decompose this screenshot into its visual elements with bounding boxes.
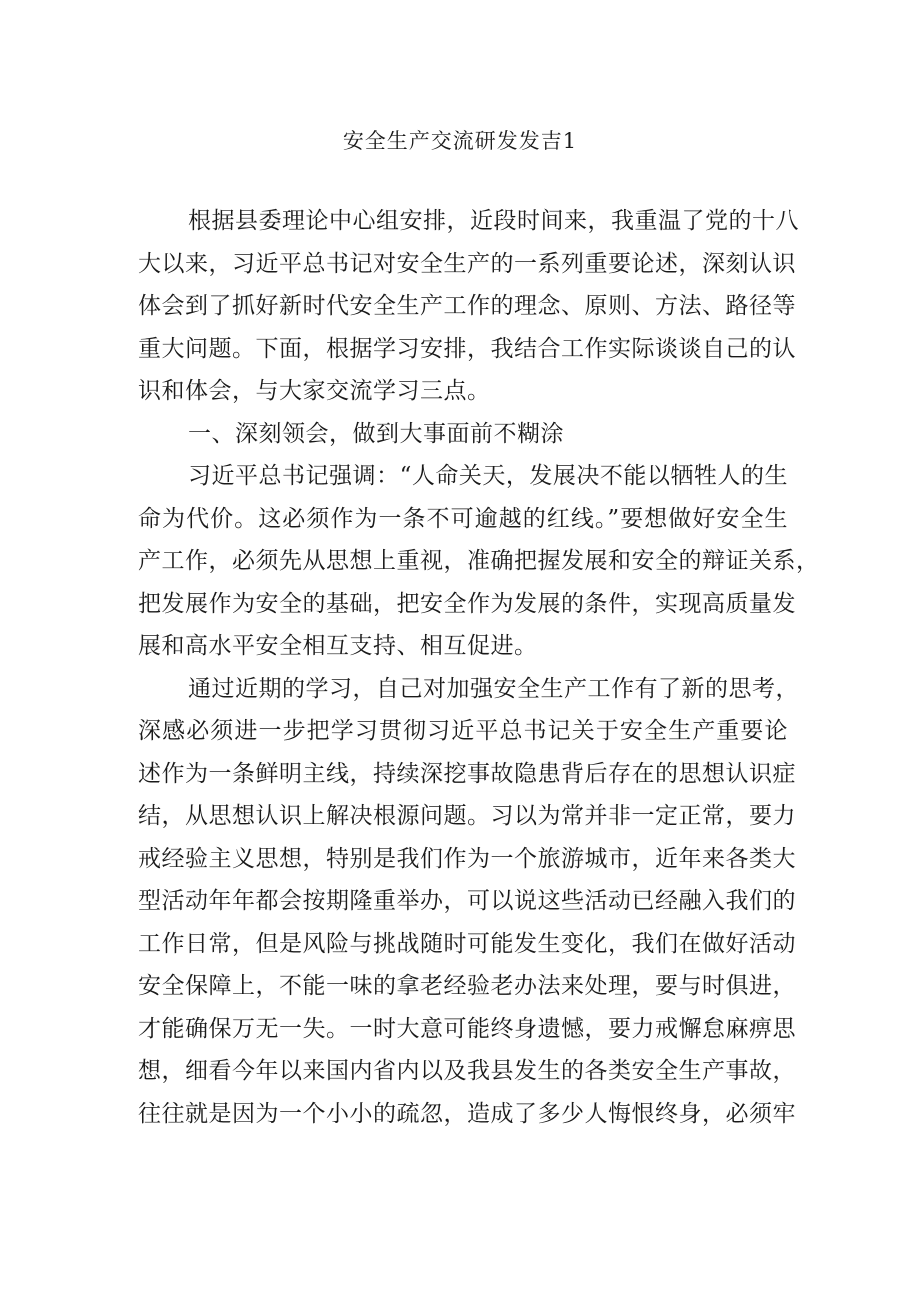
text-line: 习近平总书记强调：“人命关天，发展决不能以牺牲人的生 [188,463,788,489]
text-line: 展和高水平安全相互支持、相互促进。 [138,633,538,659]
text-line: 述作为一条鲜明主线，持续深挖事故隐患背后存在的思想认识症 [138,760,796,787]
text-line: 重大问题。下面，根据学习安排，我结合工作实际谈谈自己的认 [138,335,796,362]
text-line: 结，从思想认识上解决根源问题。习以为常并非一定正常，要力 [138,803,796,829]
text-line: 想，细看今年以来国内省内以及我县发生的各类安全生产事故， [138,1058,796,1084]
text-line: 深感必须进一步把学习贯彻习近平总书记关于安全生产重要论 [138,718,788,744]
text-line: 工作日常，但是风险与挑战随时可能发生变化，我们在做好活动 [138,930,796,957]
text-line: 命为代价。这必须作为一条不可逾越的红线。”要想做好安全生 [138,505,788,532]
text-line: 安全保障上，不能一味的拿老经验老办法来处理，要与时俱进， [138,973,796,999]
text-line: 大以来，习近平总书记对安全生产的一系列重要论述，深刻认识 [138,250,796,277]
page-title: 安全生产交流研发发吉1 [342,129,578,153]
text-line: 根据县委理论中心组安排，近段时间来，我重温了党的十八 [188,208,799,234]
text-line: 产工作，必须先从思想上重视，准确把握发展和安全的辩证关系， [138,548,820,574]
text-line: 型活动年年都会按期隆重举办，可以说这些活动已经融入我们的 [138,888,796,914]
text-line: 体会到了抓好新时代安全生产工作的理念、原则、方法、路径等 [138,293,796,319]
text-line: 把发展作为安全的基础，把安全作为发展的条件，实现高质量发 [138,590,796,617]
text-line: 戒经验主义思想，特别是我们作为一个旅游城市，近年来各类大 [138,845,796,872]
text-line: 通过近期的学习，自己对加强安全生产工作有了新的思考， [188,675,799,702]
text-line: 识和体会，与大家交流学习三点。 [138,378,491,404]
document-body [138,200,820,1135]
text-line: 往往就是因为一个小小的疏忽，造成了多少人悔恨终身，必须牢 [138,1100,796,1127]
text-line: 一、深刻领会，做到大事面前不糊涂 [188,420,564,447]
text-line: 才能确保万无一失。一时大意可能终身遗憾，要力戒懈怠麻痹思 [138,1015,796,1042]
